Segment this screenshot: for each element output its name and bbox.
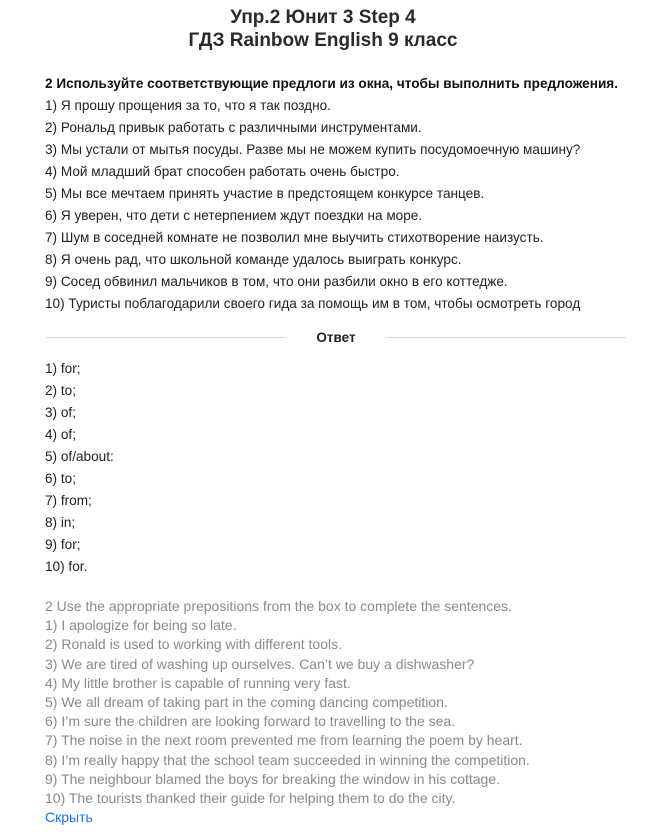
translation-item: 2) Ronald is used to working with different tools. <box>45 636 343 653</box>
answer-item: 7) from; <box>45 493 92 508</box>
task-item: 10) Туристы поблагодарили своего гида за помощь им в том, чтобы осмотреть город <box>45 296 581 311</box>
task-item: 6) Я уверен, что дети с нетерпением ждут поездки на море. <box>45 208 423 223</box>
translation-item: 3) We are tired of washing up ourselves. Can’t we buy a dishwasher? <box>45 655 475 672</box>
translation-block <box>45 597 636 827</box>
answer-item: 9) for; <box>45 537 81 552</box>
answer-item: 2) to; <box>45 383 76 398</box>
answer-label: Ответ <box>316 329 356 345</box>
task-item: 5) Мы все мечтаем принять участие в предстоящем конкурсе танцев. <box>45 186 485 201</box>
task-item: 7) Шум в соседней комнате не позволил мне выучить стихотворение наизусть. <box>45 230 544 245</box>
answer-divider <box>45 326 627 348</box>
translation-item: 5) We all dream of taking part in the coming dancing competition. <box>45 694 448 711</box>
task-heading: 2 Используйте соответствующие предлоги из окна, чтобы выполнить предложения. <box>45 76 619 91</box>
answer-item: 5) of/about: <box>45 449 114 464</box>
translation-item: 10) The tourists thanked their guide for helping them to do the city. <box>45 790 456 807</box>
translation-item: 9) The neighbour blamed the boys for breaking the window in his cottage. <box>45 770 501 787</box>
answer-item: 4) of; <box>45 427 76 442</box>
answer-item: 1) for; <box>45 361 81 376</box>
hide-translation-link[interactable]: Скрыть <box>45 809 93 826</box>
task-item: 1) Я прошу прощения за то, что я так поздно. <box>45 98 331 113</box>
translation-item: 8) I’m really happy that the school team succeeded in winning the competition. <box>45 751 530 768</box>
task-item: 8) Я очень рад, что школьной команде удалось выиграть конкурс. <box>45 252 462 267</box>
task-item: 3) Мы устали от мытья посуды. Разве мы не можем купить посудомоечную машину? <box>45 142 581 157</box>
page-title-line-1: Упр.2 Юнит 3 Step 4 <box>230 7 416 28</box>
task-item: 9) Сосед обвинил мальчиков в том, что они разбили окно в его коттедже. <box>45 274 508 289</box>
divider-line-right <box>386 337 627 338</box>
translation-item: 6) I’m sure the children are looking forward to travelling to the sea. <box>45 713 456 730</box>
task-item: 4) Мой младший брат способен работать очень быстро. <box>45 164 400 179</box>
answer-list <box>45 358 114 578</box>
answer-item: 6) to; <box>45 471 76 486</box>
answer-item: 8) in; <box>45 515 76 530</box>
translation-item: 1) I apologize for being so late. <box>45 617 237 634</box>
task-item: 2) Рональд привык работать с различными инструментами. <box>45 120 422 135</box>
task-block <box>0 75 636 315</box>
translation-heading: 2 Use the appropriate prepositions from the box to complete the sentences. <box>45 598 512 614</box>
translation-item: 7) The noise in the next room prevented me from learning the poem by heart. <box>45 732 523 749</box>
translation-item: 4) My little brother is capable of running very fast. <box>45 674 351 691</box>
answer-item: 3) of; <box>45 405 76 420</box>
page-header <box>0 0 646 52</box>
answer-item: 10) for. <box>45 559 88 574</box>
divider-line-left <box>45 337 286 338</box>
page-title-line-2: ГДЗ Rainbow English 9 класс <box>188 30 458 51</box>
